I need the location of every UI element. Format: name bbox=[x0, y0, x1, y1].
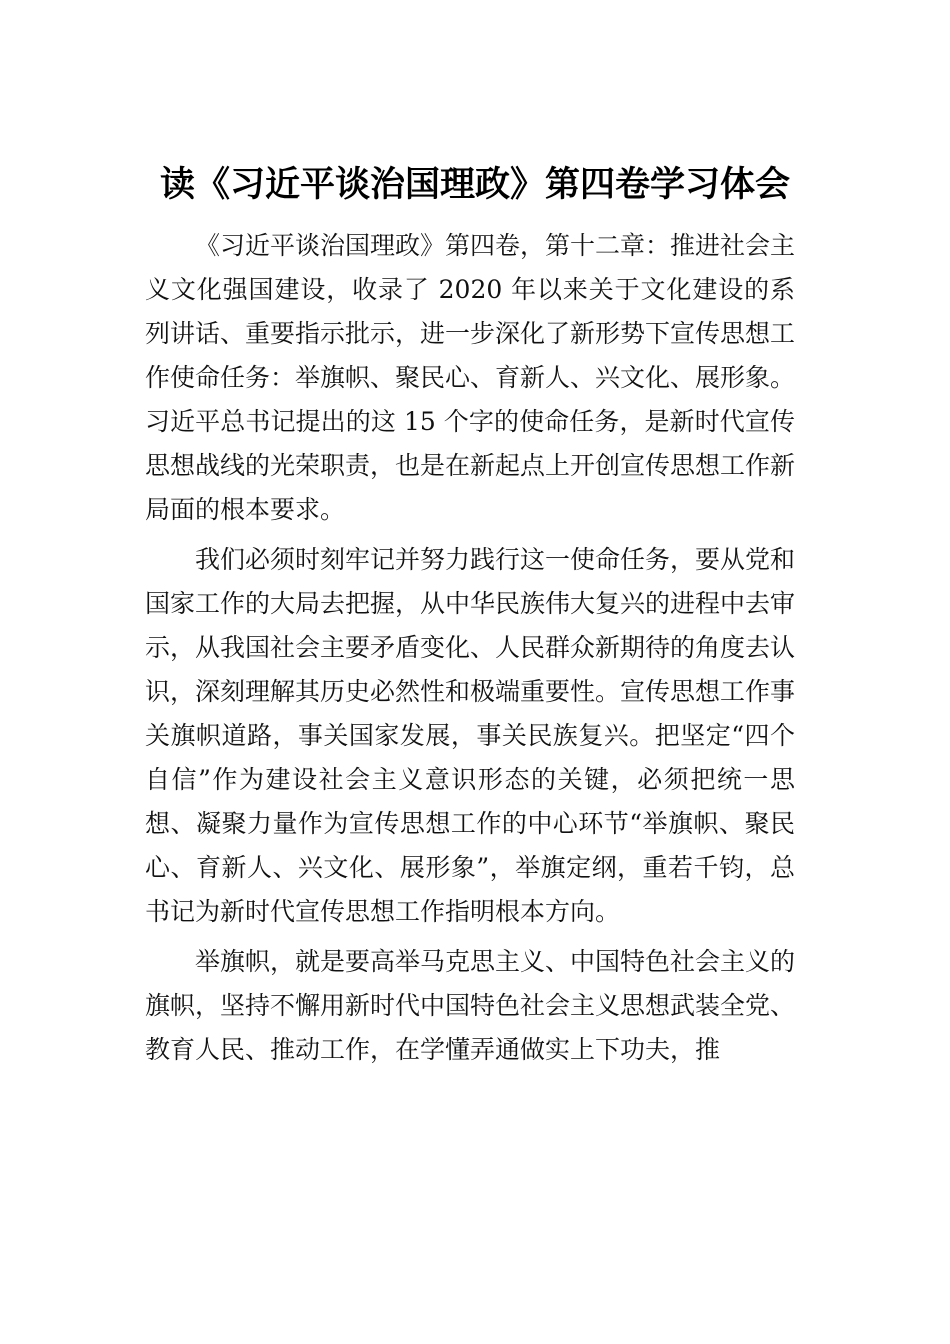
paragraph-3: 举旗帜，就是要高举马克思主义、中国特色社会主义的旗帜，坚持不懈用新时代中国特色社会主义思想武装全党、教育人民、推动工作，在学懂弄通做实上下功夫，推 bbox=[145, 947, 796, 1064]
document-body bbox=[145, 224, 795, 1078]
document-title: 读《习近平谈治国理政》第四卷学习体会 bbox=[159, 165, 790, 205]
paragraph-2: 我们必须时刻牢记并努力践行这一使命任务，要从党和国家工作的大局去把握，从中华民族伟大复兴的进程中去审示，从我国社会主要矛盾变化、人民群众新期待的角度去认识，深刻理解其历史必然性和极端重要性。宣传思想工作事关旗帜道路，事关国家发展，事关民族复兴。把坚定“四个自信”作为建设社会主义意识形态的关键，必须把统一思想、凝聚力量作为宣传思想工作的中心环节“举旗帜、聚民心、育新人、兴文化、展形象”，举旗定纲，重若千钧，总书记为新时代宣传思想工作指明根本方向。 bbox=[145, 545, 796, 926]
paragraph-1: 《习近平谈治国理政》第四卷，第十二章：推进社会主义文化强国建设，收录了 2020 年以来关于文化建设的系列讲话、重要指示批示，进一步深化了新形势下宣传思想工作使命任务：举旗帜、聚民心、育新人、兴文化、展形象。习近平总书记提出的这 15 个字的使命任务，是新时代宣传思想战线的光荣职责，也是在新起点上开创宣传思想工作新局面的根本要求。 bbox=[145, 231, 796, 524]
